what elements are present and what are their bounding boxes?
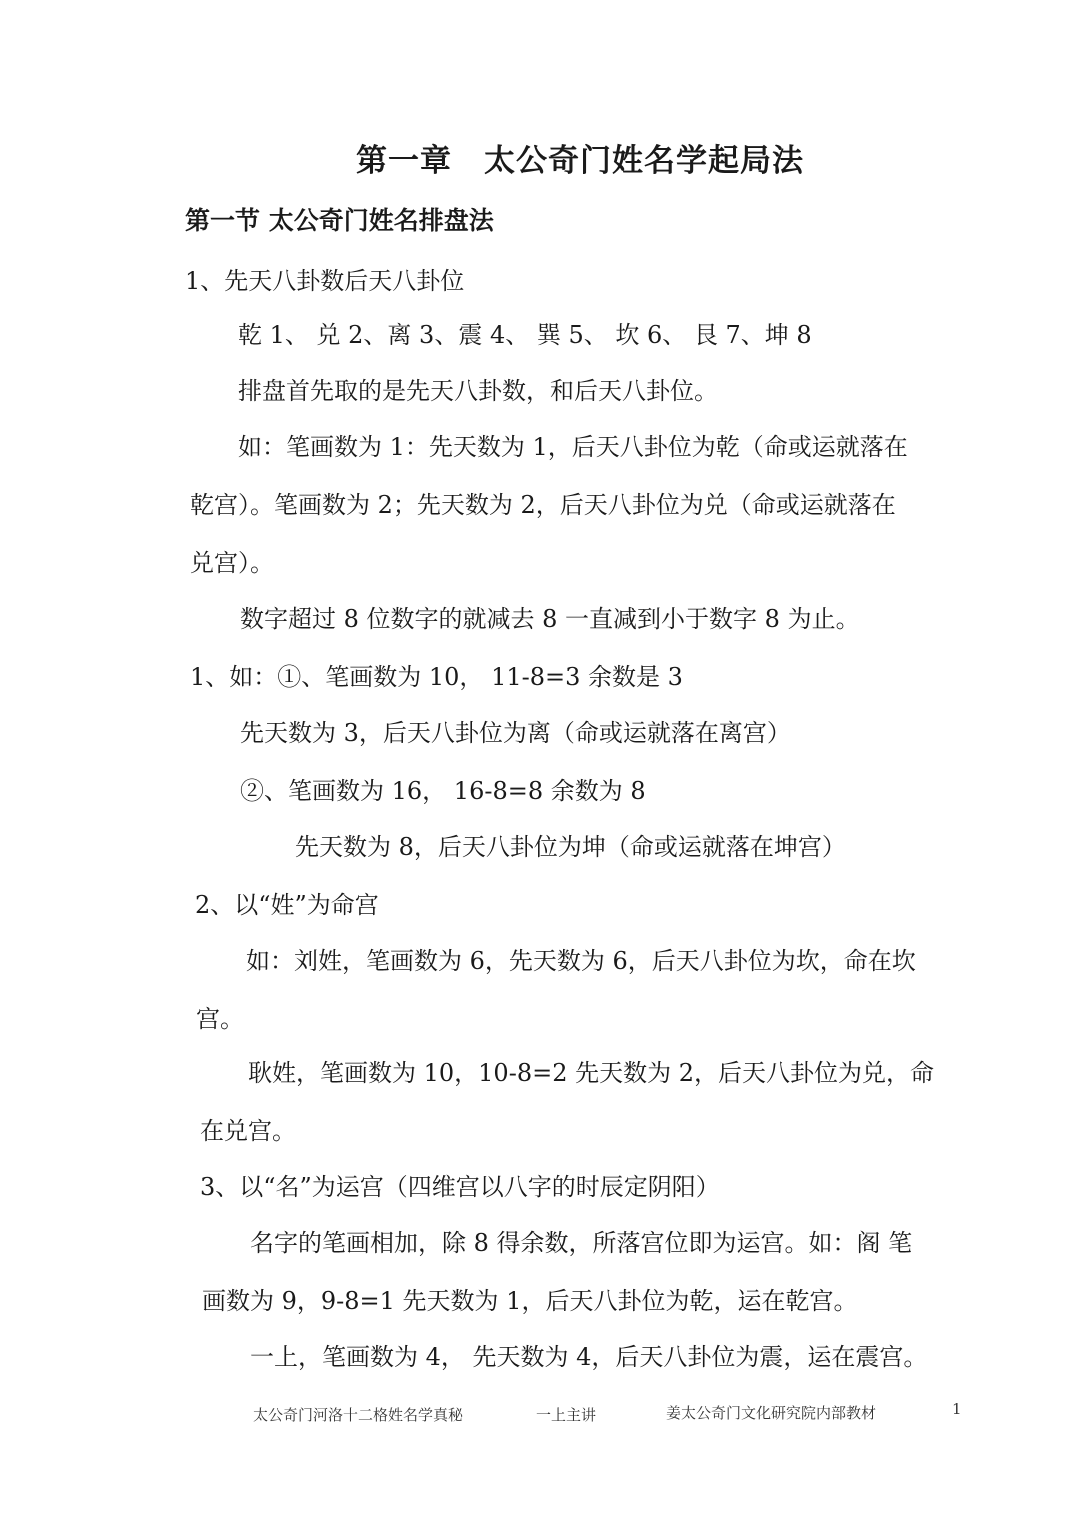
list-heading-1: 1、先天八卦数后天八卦位 — [185, 267, 465, 295]
footer-page-number: 1 — [952, 1400, 962, 1418]
section-heading: 第一节 太公奇门姓名排盘法 — [185, 206, 494, 235]
paragraph-line: 宫。 — [196, 1005, 244, 1033]
paragraph-line: 画数为 9，9-8=1 先天数为 1，后天八卦位为乾，运在乾宫。 — [202, 1287, 858, 1315]
paragraph-line: 数字超过 8 位数字的就减去 8 一直减到小于数字 8 为止。 — [240, 605, 860, 633]
paragraph-line: 在兑宫。 — [200, 1117, 296, 1145]
example-line: 1、如：①、笔画数为 10， 11-8=3 余数是 3 — [190, 663, 683, 691]
paragraph-line: 一上，笔画数为 4， 先天数为 4，后天八卦位为震，运在震宫。 — [250, 1343, 928, 1371]
example-line: ②、笔画数为 16， 16-8=8 余数为 8 — [240, 777, 646, 805]
list-heading-2: 2、以“姓”为命宫 — [195, 891, 379, 919]
trigram-numbers: 乾 1、 兑 2、离 3、震 4、 巽 5、 坎 6、 艮 7、坤 8 — [238, 321, 812, 349]
paragraph-line: 排盘首先取的是先天八卦数，和后天八卦位。 — [238, 377, 718, 405]
footer-lecturer: 一上主讲 — [536, 1406, 597, 1424]
paragraph-line: 如：刘姓，笔画数为 6，先天数为 6，后天八卦位为坎，命在坎 — [246, 947, 916, 975]
paragraph-line: 耿姓，笔画数为 10，10-8=2 先天数为 2，后天八卦位为兑，命 — [248, 1059, 934, 1087]
example-line: 先天数为 8，后天八卦位为坤（命或运就落在坤宫） — [295, 833, 846, 861]
paragraph-line: 乾宫）。笔画数为 2；先天数为 2，后天八卦位为兑（命或运就落在 — [190, 491, 896, 519]
footer-publisher: 姜太公奇门文化研究院内部教材 — [666, 1404, 877, 1422]
paragraph-line: 如：笔画数为 1：先天数为 1，后天八卦位为乾（命或运就落在 — [238, 433, 908, 461]
footer-book-title: 太公奇门河洛十二格姓名学真秘 — [253, 1406, 464, 1424]
chapter-title: 第一章 太公奇门姓名学起局法 — [356, 143, 804, 179]
paragraph-line: 名字的笔画相加，除 8 得余数，所落宫位即为运宫。如：阁 笔 — [250, 1229, 913, 1257]
list-heading-3: 3、以“名”为运宫（四维宫以八字的时辰定阴阳） — [200, 1173, 720, 1201]
paragraph-line: 兑宫）。 — [190, 549, 274, 577]
example-line: 先天数为 3，后天八卦位为离（命或运就落在离宫） — [240, 719, 791, 747]
